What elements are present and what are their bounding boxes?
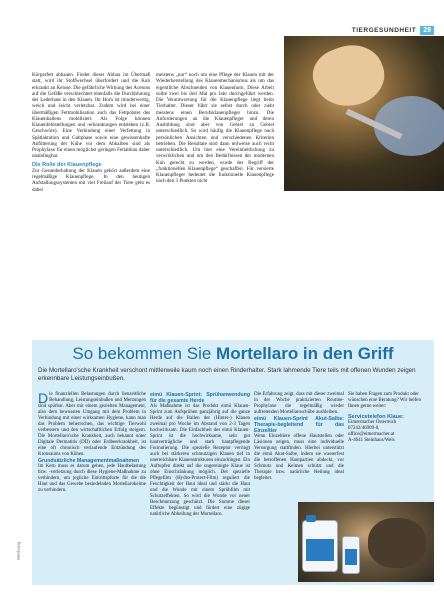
paragraph: Als Maßnahme ist das Produkt eimü Klauen-Sprint zum Aufsprühen ganzjährig auf die ganze Herde auf die Ballen der (Hinter-) Klauen zweimal pro Woche im Abstand von 2-3 Tagen hochwirksam. Die Einfachheit des eimü Klauen-Sprint ist die hochwirksame, sehr gut hautverträgliche und stark hautpflegende Formulierung. Die spezielle Rezeptur verringt auch bei stärkeren schmutzigen Klauen tief in unerreichbare Klauenstrukturen einzudringen. Ein Auftupfen direkt auf die ungereinigte Klaue ist ohne Einschränkung möglich. Der spezielle Pflegefilm (Hydro-Protect-Film) reguliert die Feuchtigkeit der Haut ideal und stärkt die Haut und die Wunde mit einem Sprühfilm mit Schutzeffekten. So wird die Wunde vor neuer Beschmutzung geschützt. Die Summe dieser Effekte begünstigt und fördert eine zügige natürliche Abheilung der Mortellaro. (150, 404, 250, 517)
contact-address: A-4641 Steinhaus/Wels (348, 438, 395, 443)
subheading-spray: eimü Klauen-Sprint: Sprühanwendung für die gesamte Herde (150, 392, 250, 404)
service-phone-title: Servicetelefon Klaue: (348, 414, 404, 420)
ad-credit: Werbung (16, 541, 21, 560)
article-column-2 (156, 72, 274, 185)
paragraph: Zur Gesunderhaltung der Klauen gehört außerdem eine regelmäßige Klauenpflege. In den heutigen Aufstallungssystemen mit viel Freilauf der Tiere geht es dabei (32, 167, 150, 193)
contact-company: Eimermacher Österreich (348, 420, 397, 425)
paragraph: Sie haben Fragen zum Produkt oder wünschen eine Beratung? Wir helfen Ihnen gerne weiter: (348, 392, 421, 409)
product-photo (298, 502, 434, 582)
subheading-klauenpflege: Die Rolle der Klauenpflege (32, 161, 102, 168)
advertorial-lead: Die Mortellaro'sche Krankheit verschont mittlerweile kaum noch einen Rinderhalter. Stark lahmende Tiere teils mit offenen Wunden zeigen erkennbare Leistungseinbußen. (38, 367, 416, 382)
article-top (32, 36, 434, 336)
advertorial-title: So bekommen Sie Mortellaro in den Griff (72, 344, 394, 363)
paragraph: Die Erfahrung zeigt, dass mit dieser zweimal in der Woche praktizierten Routine-Prophylaxe die regelmäßig wieder auftretenden Mortellaroschübe ausbleiben. (254, 392, 344, 415)
article-column-1 (32, 72, 150, 193)
page-header (352, 26, 434, 35)
paragraph: Wenn Einzeltiere offene Hautstellen oder Läsionen zeigen, muss eine individuelle Versorgung stattfinden. Hierbei unterstützt die eimü Akut-Salbe, indem sie wasserfest die betroffenen Hautpartien abdeckt, vor Schmutz und Keimen schützt und die Therapie bzw. natürliche Heilung ideal begleitet. (254, 434, 344, 481)
advertorial-column-3 (254, 392, 344, 482)
bottle-icon (342, 536, 360, 574)
advertorial-column-1 (38, 392, 146, 494)
paragraph: Die finanziellen Belastungen durch lienzeitliche Behandlung, Leistungseinbußen und Merzungen sind spürbar. Aber mit einem gezielten Management, also dem bewussten Umgang mit dem Problem in Verbindung mit einer wirksamen Hygiene, kann man das Problem beherrschen, das wichtige Tierwohl verbessern und den wirtschaftlichen Erfolg steigern. Die Mortellaro'sche Krankheit, auch bekannt unter Digitale Dermatitis (DD) oder Erdbeerkrankheit, ist eine oft chronisch verlaufende Entzündung des Kronsaums von Kühen. (38, 390, 146, 457)
advertorial-column-4 (348, 392, 432, 444)
advertorial-column-2 (150, 392, 250, 518)
canister-icon (302, 520, 338, 572)
subheading-salve: eimü Klauen-Sprint Akut-Salbe: Therapie-begleitend für das Einzeltier (254, 416, 344, 434)
paragraph: meistens „nur“ noch um eine Pflege der Klauen mit der Wiederherstellung des Klauenmechanismus als um das eigentliche Abschneiden von Klauenhorn. Diese Arbeit sollte zwei bis drei Mal pro Jahr durchgeführt werden. Die Verantwortung für die Klauenpflege liegt beim Tierhalter. Dieser führt sie selbst durch oder zieht meistens einen Berufsklauenpfleger hinzu. Die Anforderungen an die Klauenpfleger und deren Ausbildung sind aber von Gebiet zu Gebiet unterschiedlich. So wird häufig die Klauenpflege nach persönlichen Ansichten und verschiedenen Kriterien betrieben. Die Resultate sind dann teilweise auch recht unterschiedlich. Um hier eine Vereinheitlichung zu verwirklichen und um den Bedürfnissen der modernen Kuh gerecht zu werden, wurde der Begriff der „funktionellen Klauenpflege“ geschaffen. Für versierte Klauenpfleger bedeutet die funktionelle Klauenpflege nach den 3 Punkten nicht (156, 72, 274, 185)
hoof-care-photo (284, 36, 444, 191)
subheading-management: Grundsätzliche Managementmaßnahmen (38, 458, 140, 464)
paragraph: Im Kern muss es darum gehen, jede Hautbelastung bzw. -verletzung durch diese Hygiene-Maßnahme zu verhindern, um jegliche Eintrittspforte für die die Haut und das Gewebe besiedelnden Mortellarokeime zu verhindern. (38, 464, 146, 493)
contact-phone: 07242/46909-0, (348, 426, 380, 431)
hoof-image (368, 518, 426, 568)
drop-cap: D (38, 390, 49, 406)
contact-email: office@eimermacher.at (348, 432, 395, 437)
paragraph: Körperfett abbauen. Findet dieser Abbau im Übermaß statt, wird ihr Stoffwechsel überfordert und die Kuh erkrankt an Ketose. Die gefährliche Wirkung des Acetons auf die Gefäße verschlechtert ebenfalls die Durchblutung der Lederhaut in den Klauen. Ihr Horn ist minderwertig, weich und leicht verletzbar. Zudem wird bei einer übermäßigen Fettmobilisation auch das Fettpolster des Klauenballens mobilisiert. Als Folge können Klauenfehlstellungen und -erkrankungen entstehen (z.B. Geschwüre). Eine Verbindung einer Verfettung in Spätlaktation und Galtphase sowie eine gewissenhafte Anfütterung der Kühe vor dem Abkalben sind als Prophylaxe für einen möglichst geringen Fettabbau daher unabdingbar. (32, 72, 150, 160)
advertorial-box (32, 340, 434, 585)
section-title: TIERGESUNDHEIT (351, 27, 417, 34)
page-number: 29 (420, 26, 434, 35)
